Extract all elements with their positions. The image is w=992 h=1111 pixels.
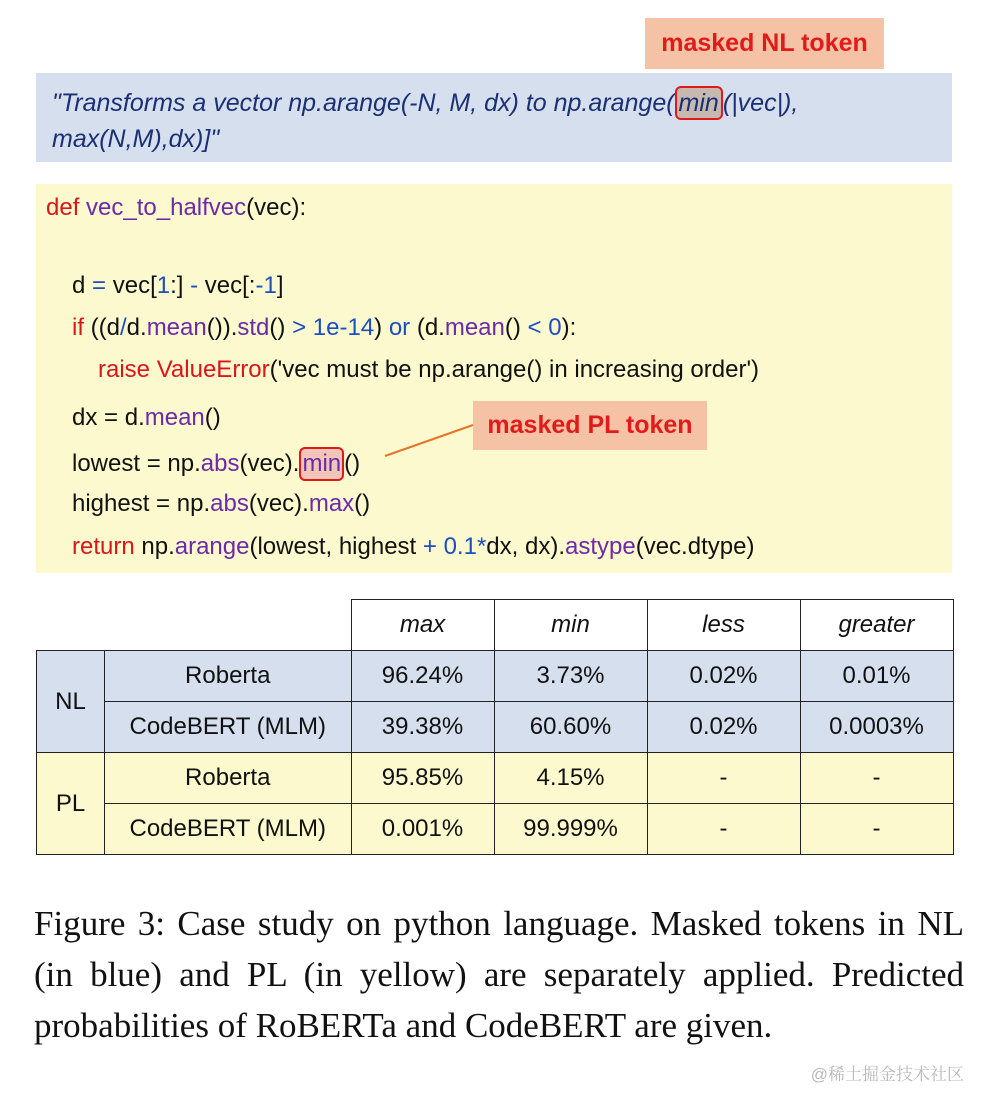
table-corner-cell	[105, 600, 352, 651]
code-token: <	[527, 314, 542, 341]
value-cell: -	[800, 753, 953, 804]
code-line-7	[72, 490, 370, 518]
code-token: (vec).	[248, 490, 309, 517]
code-token: 0.1	[443, 533, 477, 560]
table-corner-cell	[37, 600, 105, 651]
code-token: (lowest, highest	[249, 533, 423, 560]
code-token: d	[72, 272, 86, 299]
code-token: (d.	[410, 314, 445, 341]
code-line-2	[72, 272, 283, 300]
table-header-cell: min	[494, 600, 647, 651]
table-row	[37, 753, 954, 804]
code-token: vec_to_halfvec	[86, 194, 247, 221]
model-cell: Roberta	[105, 753, 352, 804]
value-cell: 4.15%	[494, 753, 647, 804]
pl-masked-token: min	[299, 447, 344, 481]
value-cell: 99.999%	[494, 804, 647, 855]
table-row	[37, 804, 954, 855]
code-token: mean	[444, 314, 505, 341]
code-token: max	[308, 490, 355, 517]
nl-text-after: (|vec|),	[722, 89, 799, 117]
code-token: vec[:	[198, 272, 256, 299]
code-line-8	[72, 533, 754, 561]
masked-nl-token-label: masked NL token	[645, 18, 884, 69]
value-cell: 60.60%	[494, 702, 647, 753]
code-token: np.	[134, 533, 175, 560]
code-token: abs	[210, 490, 249, 517]
model-cell: CodeBERT (MLM)	[105, 804, 352, 855]
code-token: (vec.dtype)	[635, 533, 755, 560]
code-token: )	[374, 314, 389, 341]
value-cell: 39.38%	[351, 702, 494, 753]
value-cell: 3.73%	[494, 651, 647, 702]
code-token: ):	[561, 314, 577, 341]
code-token: std	[237, 314, 270, 341]
table-row	[37, 651, 954, 702]
value-cell: 96.24%	[351, 651, 494, 702]
code-token: d.	[124, 404, 145, 431]
code-line-6	[72, 447, 360, 481]
model-cell: CodeBERT (MLM)	[105, 702, 352, 753]
code-token: mean	[144, 404, 205, 431]
code-token: ()	[269, 314, 293, 341]
code-token: -	[190, 272, 199, 299]
code-token: =	[92, 272, 107, 299]
table-row	[37, 702, 954, 753]
code-token: np.	[176, 490, 211, 517]
code-token: mean	[146, 314, 207, 341]
table-header-cell: max	[351, 600, 494, 651]
code-token	[306, 314, 313, 341]
code-token: ()	[504, 314, 528, 341]
code-token: if	[72, 314, 84, 341]
code-token: def	[46, 194, 80, 221]
code-token	[150, 356, 157, 383]
code-token: >	[292, 314, 307, 341]
code-token: (vec).	[239, 450, 300, 477]
code-token: astype	[565, 533, 636, 560]
code-token: lowest	[72, 450, 141, 477]
value-cell: -	[800, 804, 953, 855]
code-token: or	[388, 314, 411, 341]
code-token	[437, 533, 444, 560]
nl-docstring-box	[36, 73, 952, 162]
code-token: ('vec must be np.arange() in increasing order')	[269, 356, 760, 383]
code-token: np.	[167, 450, 201, 477]
code-token: arange	[174, 533, 250, 560]
code-token: ()	[354, 490, 371, 517]
code-token: /	[120, 314, 127, 341]
code-token: raise	[98, 356, 151, 383]
nl-docstring-line-1	[52, 85, 936, 121]
code-token: =	[140, 450, 168, 477]
code-token: ()).	[206, 314, 238, 341]
code-token: ()	[204, 404, 221, 431]
group-label-pl: PL	[37, 753, 105, 855]
code-token: d.	[126, 314, 147, 341]
table-header-row	[37, 600, 954, 651]
nl-text-before: "Transforms a vector np.arange(-N, M, dx) to np.arange(	[52, 89, 675, 117]
code-token: highest	[72, 490, 150, 517]
value-cell: 0.0003%	[800, 702, 953, 753]
code-block	[36, 184, 952, 573]
watermark: @稀土掘金技术社区	[810, 1065, 964, 1084]
value-cell: 95.85%	[351, 753, 494, 804]
code-token: 1e-14	[312, 314, 375, 341]
code-token: *	[476, 533, 487, 560]
code-line-5	[72, 404, 221, 432]
value-cell: 0.01%	[800, 651, 953, 702]
results-table	[36, 599, 954, 855]
code-token: =	[97, 404, 125, 431]
value-cell: 0.001%	[351, 804, 494, 855]
code-token: -1	[255, 272, 277, 299]
code-line-3	[72, 314, 576, 342]
code-token: return	[72, 533, 135, 560]
figure-caption: Figure 3: Case study on python language. Masked tokens in NL (in blue) and PL (in yellow) are separately applied. Predicted probabilities of RoBERTa and CodeBERT are given.	[34, 904, 964, 1045]
group-label-nl: NL	[37, 651, 105, 753]
code-token: ()	[344, 450, 361, 477]
code-line-4	[98, 356, 759, 384]
masked-pl-token-label: masked PL token	[473, 401, 707, 450]
code-token: dx, dx).	[486, 533, 565, 560]
value-cell: 0.02%	[647, 702, 800, 753]
code-token: ValueError	[156, 356, 270, 383]
code-token: ((d	[84, 314, 120, 341]
code-line-1	[46, 194, 306, 222]
value-cell: -	[647, 753, 800, 804]
code-token: vec[	[112, 272, 157, 299]
code-token: dx	[72, 404, 98, 431]
code-token: (vec):	[246, 194, 307, 221]
code-token: =	[149, 490, 177, 517]
code-token: ]	[276, 272, 284, 299]
value-cell: 0.02%	[647, 651, 800, 702]
code-token: 0	[548, 314, 562, 341]
code-token: +	[422, 533, 437, 560]
model-cell: Roberta	[105, 651, 352, 702]
code-token: :]	[170, 272, 191, 299]
code-token: abs	[200, 450, 240, 477]
nl-docstring-line-2: max(N,M),dx)]"	[52, 125, 220, 153]
table-header-cell: less	[647, 600, 800, 651]
nl-masked-token: min	[675, 86, 723, 120]
value-cell: -	[647, 804, 800, 855]
code-token: 1	[156, 272, 171, 299]
table-header-cell: greater	[800, 600, 953, 651]
